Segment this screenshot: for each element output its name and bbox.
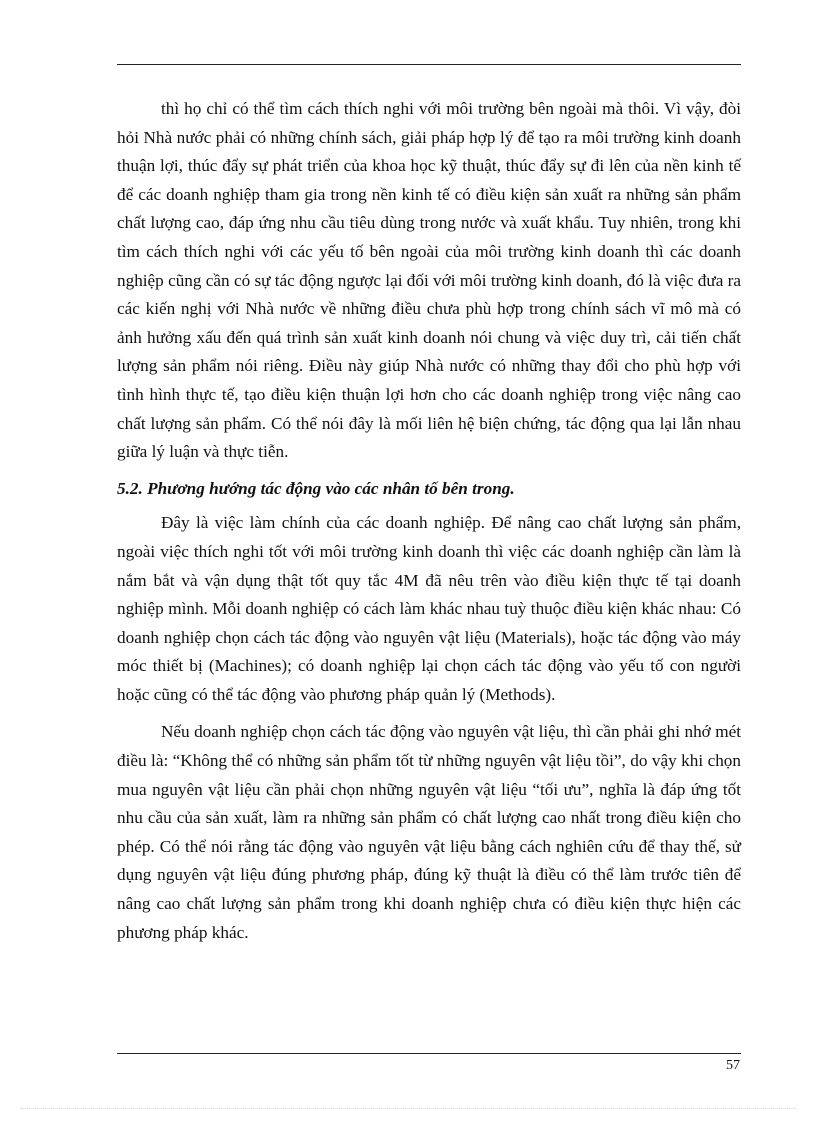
bottom-dotted-border [20,1108,796,1109]
header-rule [117,64,741,65]
page-number: 57 [726,1058,740,1073]
body-paragraph: Nếu doanh nghiệp chọn cách tác động vào nguyên vật liệu, thì cần phải ghi nhớ mét điều là: “Không thể có những sản phẩm tốt từ những nguyên vật liệu tồi”, do vậy khi chọn mua nguyên vật liệu cần phải chọn những nguyên vật liệu “tối ưu”, nghĩa là đáp ứng tốt nhu cầu của sản xuất, làm ra những sản phẩm có chất lượng cao nhất trong điều kiện cho phép. Có thể nói rằng tác động vào nguyên vật liệu bằng cách nghiên cứu để thay thế, sử dụng nguyên vật liệu đúng phương pháp, đúng kỹ thuật là điều có thể làm trước tiên để nâng cao chất lượng sản phẩm trong khi doanh nghiệp chưa có điều kiện thực hiện các phương pháp khác. [117,722,741,942]
body-paragraph: Đây là việc làm chính của các doanh nghiệp. Để nâng cao chất lượng sản phẩm, ngoài việc thích nghi tốt với môi trường kinh doanh thì việc các doanh nghiệp cần làm là nắm bắt và vận dụng thật tốt quy tắc 4M đã nêu trên vào điều kiện thực tế tại doanh nghiệp mình. Mỗi doanh nghiệp có cách làm khác nhau tuỳ thuộc điều kiện khác nhau: Có doanh nghiệp chọn cách tác động vào nguyên vật liệu (Materials), hoặc tác động vào máy móc thiết bị (Machines); có doanh nghiệp lại chọn cách tác động vào yếu tố con người hoặc cũng có thể tác động vào phương pháp quản lý (Methods). [117,513,741,704]
section-heading: 5.2. Phương hướng tác động vào các nhân tố bên trong. [117,478,515,498]
page-body [117,95,741,947]
continuation-paragraph: thì họ chỉ có thể tìm cách thích nghi với môi trường bên ngoài mà thôi. Vì vậy, đòi hỏi Nhà nước phải có những chính sách, giải pháp hợp lý để tạo ra môi trường kinh doanh thuận lợi, thúc đẩy sự phát triển của khoa học kỹ thuật, thúc đẩy sự đi lên của nền kinh tế để các doanh nghiệp tham gia trong nền kinh tế có điều kiện sản xuất ra những sản phẩm chất lượng cao, đáp ứng nhu cầu tiêu dùng trong nước và xuất khẩu. Tuy nhiên, trong khi tìm cách thích nghi với các yếu tố bên ngoài của môi trường kinh doanh thì các doanh nghiệp cũng cần có sự tác động ngược lại đối với môi trường kinh doanh, đó là việc đưa ra các kiến nghị với Nhà nước về những điều chưa phù hợp trong chính sách vĩ mô mà có ảnh hưởng xấu đến quá trình sản xuất kinh doanh nói chung và việc duy trì, cải tiến chất lượng sản phẩm nói riêng. Điều này giúp Nhà nước có những thay đổi cho phù hợp với tình hình thực tế, tạo điều kiện thuận lợi hơn cho các doanh nghiệp trong việc nâng cao chất lượng sản phẩm. Có thể nói đây là mối liên hệ biện chứng, tác động qua lại lẫn nhau giữa lý luận và thực tiễn. [117,99,741,462]
footer-rule [117,1053,741,1054]
